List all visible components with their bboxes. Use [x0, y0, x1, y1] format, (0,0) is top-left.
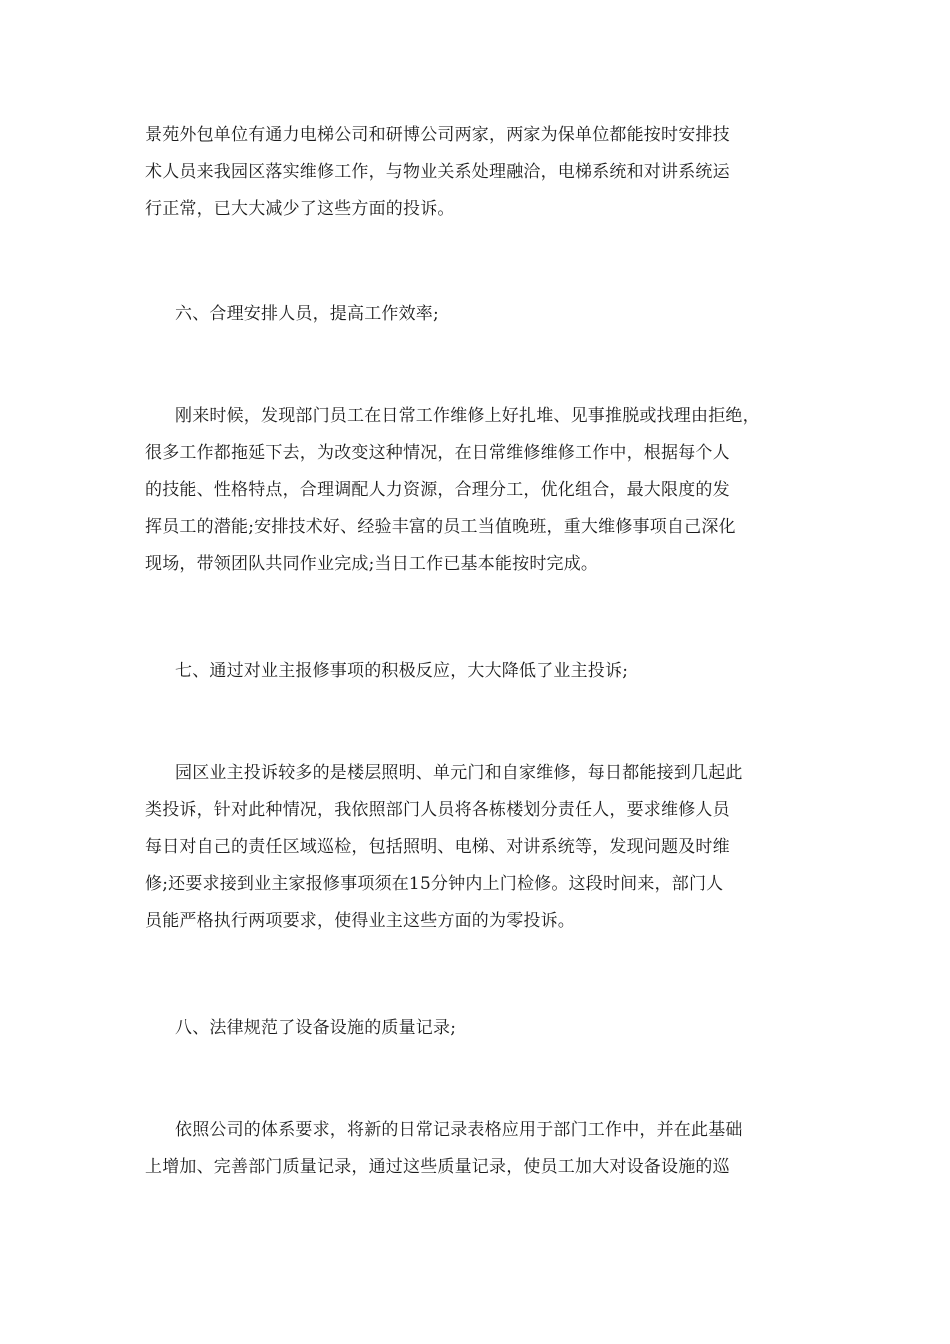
- text-line: 园区业主投诉较多的是楼层照明、单元门和自家维修，每日都能接到几起此: [175, 763, 743, 783]
- text-line: 每日对自己的责任区域巡检，包括照明、电梯、对讲系统等，发现问题及时维: [145, 837, 730, 857]
- text-line: 行正常，已大大减少了这些方面的投诉。: [145, 199, 455, 219]
- text-line: 术人员来我园区落实维修工作，与物业关系处理融洽，电梯系统和对讲系统运: [145, 162, 730, 182]
- text-line: 员能严格执行两项要求，使得业主这些方面的为零投诉。: [145, 911, 575, 931]
- paragraph-quality-records: [145, 1112, 807, 1186]
- heading-text: 七、通过对业主报修事项的积极反应，大大降低了业主投诉;: [175, 661, 629, 681]
- text-line: 修;还要求接到业主家报修事项须在15分钟内上门检修。这段时间来，部门人: [145, 874, 724, 894]
- heading-text: 六、合理安排人员，提高工作效率;: [175, 304, 439, 324]
- text-line: 的技能、性格特点，合理调配人力资源，合理分工，优化组合，最大限度的发: [145, 480, 730, 500]
- text-line: 刚来时候，发现部门员工在日常工作维修上好扎堆、见事推脱或找理由拒绝，: [175, 406, 760, 426]
- text-line: 很多工作都拖延下去，为改变这种情况，在日常维修维修工作中，根据每个人: [145, 443, 730, 463]
- section-heading-7: [145, 653, 807, 690]
- text-line: 依照公司的体系要求，将新的日常记录表格应用于部门工作中，并在此基础: [175, 1120, 743, 1140]
- text-line: 挥员工的潜能;安排技术好、经验丰富的员工当值晚班，重大维修事项自己深化: [145, 517, 736, 537]
- heading-text: 八、法律规范了设备设施的质量记录;: [175, 1018, 457, 1038]
- paragraph-complaints: [145, 755, 807, 940]
- text-line: 上增加、完善部门质量记录，通过这些质量记录，使员工加大对设备设施的巡: [145, 1157, 730, 1177]
- text-line: 现场，带领团队共同作业完成;当日工作已基本能按时完成。: [145, 554, 599, 574]
- paragraph-staffing: [145, 398, 807, 583]
- paragraph-outsourcing: [145, 117, 807, 228]
- text-line: 类投诉，针对此种情况，我依照部门人员将各栋楼划分责任人，要求维修人员: [145, 800, 730, 820]
- section-heading-8: [145, 1010, 807, 1047]
- text-line: 景苑外包单位有通力电梯公司和研博公司两家，两家为保单位都能按时安排技: [145, 125, 730, 145]
- section-heading-6: [145, 296, 807, 333]
